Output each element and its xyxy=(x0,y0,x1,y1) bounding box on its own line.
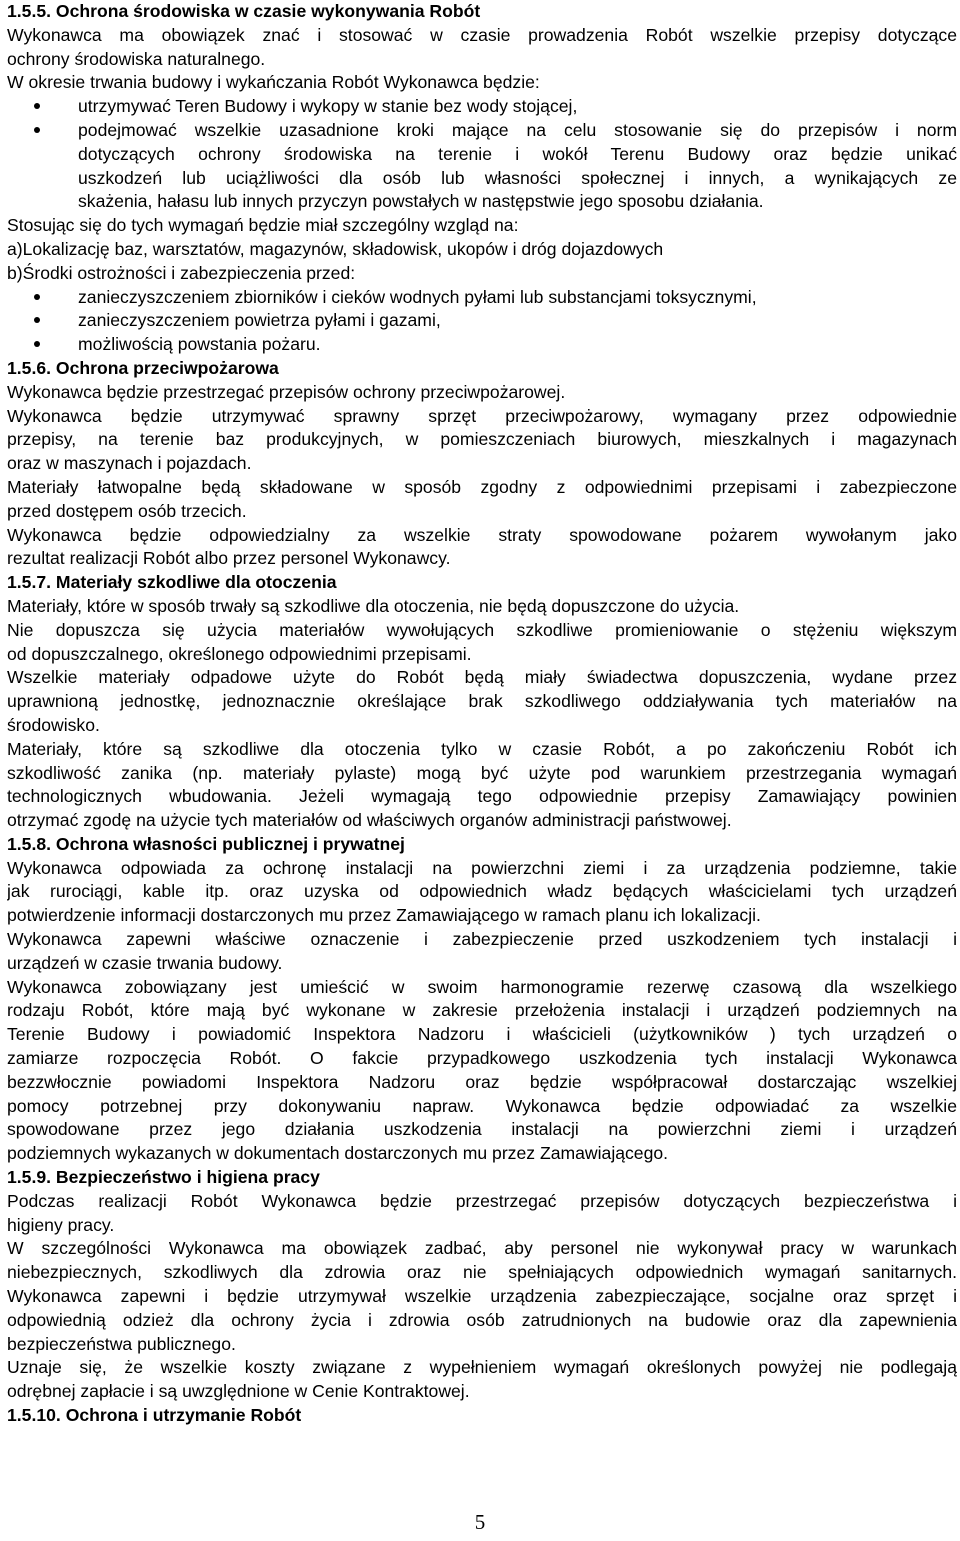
text-line: przed dostępem osób trzecich. xyxy=(7,500,247,521)
text-line: szkodliwość zanika (np. materiały pylaste) mogą być użyte pod warunkiem przestrzegania wymagań xyxy=(7,762,957,783)
text-line: otrzymać zgodę na użycie tych materiałów od właściwych organów administracji państwowej. xyxy=(7,810,732,831)
text-line: Wykonawca będzie utrzymywać sprawny sprzęt przeciwpożarowy, wymagany przez odpowiednie xyxy=(7,405,957,426)
text-line: Wszelkie materiały odpadowe użyte do Robót będą miały świadectwa dopuszczenia, wydane przez xyxy=(7,667,957,688)
bullet-item-continuation: skażenia, hałasu lub innych przyczyn powstałych w następstwie jego sposobu działania. xyxy=(78,191,764,212)
text-line: bezpieczeństwa publicznego. xyxy=(7,1333,236,1354)
text-line: jak rurociągi, kable itp. oraz uzyska od odpowiednich władz będących właścicielami tych urządzeń xyxy=(7,881,957,902)
text-line: potwierdzenie informacji dostarczonych mu przez Zamawiającego w ramach planu ich lokalizacji. xyxy=(7,905,761,926)
text-line: Stosując się do tych wymagań będzie miał szczególny wzgląd na: xyxy=(7,215,519,236)
text-line: Terenie Budowy i powiadomić Inspektora Nadzoru i właścicieli (użytkowników ) tych urządzeń o xyxy=(7,1024,957,1045)
text-line: Uznaje się, że wszelkie koszty związane z wypełnieniem wymagań określonych powyżej nie podlegają xyxy=(7,1357,957,1378)
text-line: W szczególności Wykonawca ma obowiązek zadbać, aby personel nie wykonywał pracy w warunkach xyxy=(7,1238,957,1259)
section-heading-1-5-9: 1.5.9. Bezpieczeństwo i higiena pracy xyxy=(7,1167,320,1188)
bullet-item-continuation: uszkodzeń lub uciążliwości dla osób lub własności społecznej i innych, a wynikających ze xyxy=(78,167,957,188)
text-line: Materiały łatwopalne będą składowane w sposób zgodny z odpowiednimi przepisami i zabezpieczone xyxy=(7,476,957,497)
text-line: środowisko. xyxy=(7,714,100,735)
text-line: podziemnych wykazanych w dokumentach dostarczonych mu przez Zamawiającego. xyxy=(7,1143,669,1164)
bullet-item: podejmować wszelkie uzasadnione kroki mające na celu stosowanie się do przepisów i norm xyxy=(7,119,957,143)
text-line: przepisy, na terenie baz produkcyjnych, w pomieszczeniach biurowych, mieszkalnych i magazynach xyxy=(7,429,957,450)
bullet-item: utrzymywać Teren Budowy i wykopy w stanie bez wody stojącej, xyxy=(7,95,957,119)
text-line: urządzeń w czasie trwania budowy. xyxy=(7,952,283,973)
bullet-item: możliwością powstania pożaru. xyxy=(7,333,957,357)
bullet-item-continuation: dotyczących ochrony środowiska na terenie i wokół Terenu Budowy oraz będzie unikać xyxy=(78,143,957,164)
text-line: oraz w maszynach i pojazdach. xyxy=(7,453,252,474)
text-line: technologicznych wbudowania. Jeżeli wymagają tego odpowiednie przepisy Zamawiający powinien xyxy=(7,786,957,807)
section-heading-1-5-5: 1.5.5. Ochrona środowiska w czasie wykonywania Robót xyxy=(7,1,481,21)
text-line: a)Lokalizację baz, warsztatów, magazynów, składowisk, ukopów i dróg dojazdowych xyxy=(7,238,664,259)
text-line: ochrony środowiska naturalnego. xyxy=(7,48,266,69)
text-line: odrębnej zapłacie i są uwzględnione w Cenie Kontraktowej. xyxy=(7,1381,470,1402)
text-line: od dopuszczalnego, określonego odpowiednimi przepisami. xyxy=(7,643,472,664)
text-line: Materiały, które są szkodliwe dla otoczenia tylko w czasie Robót, a po zakończeniu Robót ich xyxy=(7,738,957,759)
section-heading-1-5-6: 1.5.6. Ochrona przeciwpożarowa xyxy=(7,357,279,378)
text-line: Wykonawca zobowiązany jest umieścić w swoim harmonogramie rezerwę czasową dla wszelkiego xyxy=(7,976,957,997)
text-line: spowodowane przez jego działania uszkodzenia instalacji na powierzchni ziemi i urządzeń xyxy=(7,1119,957,1140)
text-line: W okresie trwania budowy i wykańczania Robót Wykonawca będzie: xyxy=(7,72,540,93)
text-line: rezultat realizacji Robót albo przez personel Wykonawcy. xyxy=(7,548,451,569)
text-line: niebezpiecznych, szkodliwych dla zdrowia oraz nie spełniających odpowiednich wymagań sanitarnych. xyxy=(7,1262,957,1283)
text-line: Materiały, które w sposób trwały są szkodliwe dla otoczenia, nie będą dopuszczone do użycia. xyxy=(7,595,740,616)
text-line: Nie dopuszcza się użycia materiałów wywołujących szkodliwe promieniowanie o stężeniu większym xyxy=(7,619,957,640)
text-line: Wykonawca będzie odpowiedzialny za wszelkie straty spowodowane pożarem wywołanym jako xyxy=(7,524,957,545)
bullet-item: zanieczyszczeniem zbiorników i cieków wodnych pyłami lub substancjami toksycznymi, xyxy=(7,286,957,310)
text-line: Wykonawca zapewni właściwe oznaczenie i zabezpieczenie przed uszkodzeniem tych instalacji i xyxy=(7,929,957,950)
bullet-item: zanieczyszczeniem powietrza pyłami i gazami, xyxy=(7,309,957,333)
text-line: Wykonawca ma obowiązek znać i stosować w czasie prowadzenia Robót wszelkie przepisy dotyczące xyxy=(7,24,957,45)
text-line: Podczas realizacji Robót Wykonawca będzie przestrzegać przepisów dotyczących bezpieczeństwa i xyxy=(7,1190,957,1211)
document-page xyxy=(7,0,957,1428)
text-line: Wykonawca zapewni i będzie utrzymywał wszelkie urządzenia zabezpieczające, socjalne oraz sprzęt i xyxy=(7,1286,957,1307)
text-line: uprawnioną jednostkę, jednoznacznie określające brak szkodliwego oddziaływania tych materiałów na xyxy=(7,691,957,712)
text-line: pomocy potrzebnej przy dokonywaniu napraw. Wykonawca będzie odpowiadać za wszelkie xyxy=(7,1095,957,1116)
text-line: Wykonawca odpowiada za ochronę instalacji na powierzchni ziemi i za urządzenia podziemne, takie xyxy=(7,857,957,878)
text-line: rodzaju Robót, które mają być wykonane w zakresie przełożenia instalacji i urządzeń podziemnych na xyxy=(7,1000,957,1021)
text-line: zamiarze rozpoczęcia Robót. O fakcie przypadkowego uszkodzenia tych instalacji Wykonawca xyxy=(7,1048,957,1069)
text-line: odpowiednią odzież dla ochrony życia i zdrowia osób zatrudnionych na budowie oraz dla zapewnienia xyxy=(7,1309,957,1330)
page-number: 5 xyxy=(474,1510,486,1534)
text-line: Wykonawca będzie przestrzegać przepisów ochrony przeciwpożarowej. xyxy=(7,381,566,402)
text-line: b)Środki ostrożności i zabezpieczenia przed: xyxy=(7,262,356,283)
section-heading-1-5-7: 1.5.7. Materiały szkodliwe dla otoczenia xyxy=(7,572,337,593)
section-heading-1-5-8: 1.5.8. Ochrona własności publicznej i prywatnej xyxy=(7,833,405,854)
text-line: higieny pracy. xyxy=(7,1214,115,1235)
section-heading-1-5-10: 1.5.10. Ochrona i utrzymanie Robót xyxy=(7,1405,302,1426)
text-line: bezzwłocznie powiadomi Inspektora Nadzoru oraz będzie współpracował dostarczając wszelkiej xyxy=(7,1071,957,1092)
